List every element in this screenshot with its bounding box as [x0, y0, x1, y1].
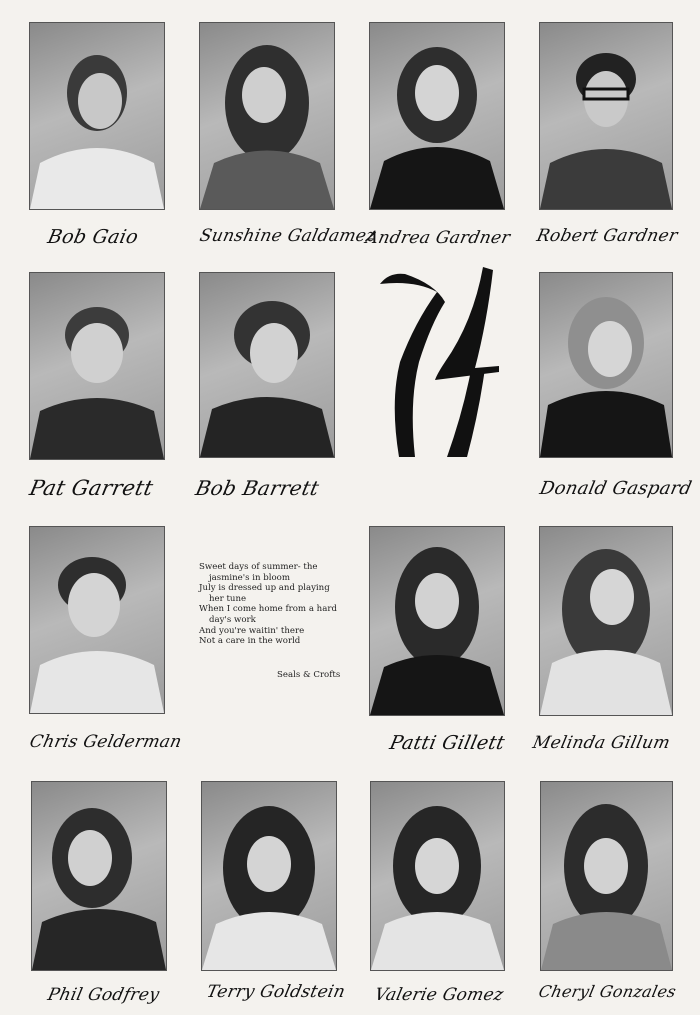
student-signature: Bob Barrett [193, 476, 322, 500]
portrait-photo [29, 272, 165, 460]
portrait-photo [31, 781, 167, 971]
portrait-photo [29, 526, 165, 714]
portrait-photo [199, 22, 335, 210]
portrait-silhouette [371, 782, 504, 970]
student-signature: Sunshine Galdamez [197, 226, 378, 246]
portrait-photo [539, 272, 673, 458]
portrait-silhouette [30, 273, 164, 459]
portrait-silhouette [370, 527, 504, 715]
portrait-photo [201, 781, 337, 971]
poem-block [199, 562, 374, 647]
student-signature: Bob Gaio [45, 226, 141, 248]
poem-credit: Seals & Crofts [277, 670, 341, 680]
portrait-silhouette [200, 273, 334, 457]
poem-line: Not a care in the world [199, 636, 301, 647]
poem-line: When I come home from a hard [199, 604, 337, 615]
poem-line: jasmine's in bloom [209, 572, 290, 583]
student-signature: Melinda Gillum [530, 733, 673, 753]
poem-line: Sweet days of summer- the [199, 562, 318, 572]
student-signature: Donald Gaspard [537, 478, 694, 499]
student-signature: Terry Goldstein [204, 982, 348, 1002]
student-signature: Valerie Gomez [372, 985, 506, 1005]
poem-line: day's work [209, 614, 256, 625]
poem-line: July is dressed up and playing [199, 583, 330, 594]
portrait-silhouette [540, 527, 672, 715]
student-signature: Chris Gelderman [27, 732, 184, 752]
portrait-photo [539, 22, 673, 210]
portrait-silhouette [540, 273, 672, 457]
poem-line: And you're waitin' there [199, 625, 305, 636]
portrait-silhouette [202, 782, 336, 970]
student-signature: Phil Godfrey [45, 985, 162, 1005]
student-signature: Robert Gardner [534, 226, 680, 246]
portrait-silhouette [370, 23, 504, 209]
portrait-photo [540, 781, 673, 971]
portrait-silhouette [540, 23, 672, 209]
portrait-silhouette [30, 527, 164, 713]
portrait-silhouette [32, 782, 166, 970]
portrait-photo [29, 22, 165, 210]
portrait-photo [369, 22, 505, 210]
portrait-photo [370, 781, 505, 971]
portrait-silhouette [30, 23, 164, 209]
student-signature: Andrea Gardner [363, 228, 513, 248]
portrait-silhouette [200, 23, 334, 209]
portrait-photo [369, 526, 505, 716]
portrait-photo [539, 526, 673, 716]
year-74-emblem [375, 262, 505, 462]
portrait-silhouette [541, 782, 672, 970]
student-signature: Patti Gillett [387, 732, 507, 754]
poem-line: her tune [209, 593, 247, 604]
portrait-photo [199, 272, 335, 458]
student-signature: Cheryl Gonzales [536, 982, 678, 1001]
student-signature: Pat Garrett [27, 476, 156, 500]
